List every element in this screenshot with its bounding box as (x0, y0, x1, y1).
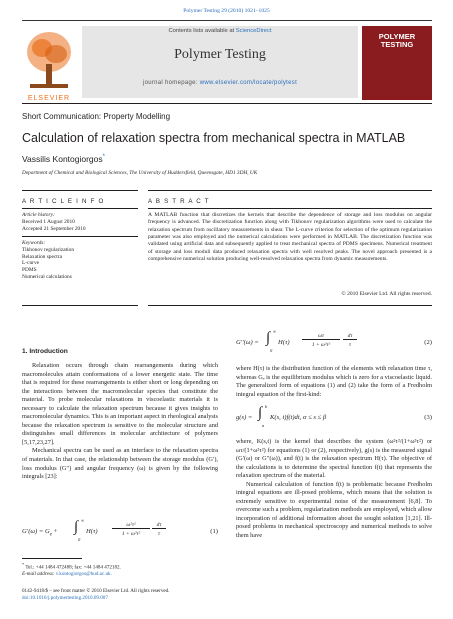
integral-sign: ∫ (74, 519, 79, 535)
paragraph: Relaxation occurs through chain rearrangements during which macromolecules attain conformations of a lower energetic state. The time that is required for these rearrangements is either short or long depending on the interactions between the macromolecular species that constitute the material. To probe molecular relaxations in viscoelastic materials it is necessary to calculate the relaxation spectrum because it gives insights to macromolecular dynamics. This is an important aspect in rheological analysis because the relaxation spectrum is sensitive to the molecular structure and distinguishes small differences in molecular architecture of polymers [5,17,23,27]. (22, 362, 218, 446)
equation-2 (236, 329, 432, 358)
footnote-email-label: E-mail address: (22, 571, 56, 578)
abstract-bottom-rule (148, 305, 432, 306)
eq2-lhs: G′′(ω) = (236, 339, 259, 346)
paragraph: Numerical calculation of function f(t) is problematic because Fredholm integral equations are ill-posed problems, which means that the solution is extremely sensitive to experimental noise of the measurement [6,8]. To overcome such a problem, regularization methods are employed, which allow incorporation of additional information about the sought solution [1,21]. Ill-posed problems in mechanical spectroscopy and numerical methods to solve them have (236, 480, 432, 540)
footnote (22, 562, 218, 578)
eq1-plus: + (52, 528, 58, 535)
eq1-lower-limit: 0 (78, 537, 81, 542)
homepage-prefix: journal homepage: (142, 80, 200, 86)
paragraph: where H(τ) is the distribution function of the elements with relaxation time τ, whereas Gₑ is the equilibrium modulus which is zero for a viscoelastic liquid. The generalized form of equations (1) and (2) take the form of a Fredholm integral equation of the first-kind: (236, 365, 432, 398)
keywords-label: Keywords: (22, 240, 46, 246)
publisher-wordmark: ELSEVIER (27, 95, 71, 102)
received-date: Received 1 August 2010 (22, 218, 75, 225)
article-title: Calculation of relaxation spectra from mechanical spectra in MATLAB (22, 131, 406, 145)
contents-prefix: Contents lists available at (168, 28, 236, 34)
keyword: Relaxation spectra (22, 253, 62, 260)
footnote-phone: Tel.: +44 1484 472488; fax: +44 1484 472182. (25, 564, 121, 571)
eq1-dtau: dτ (152, 522, 166, 529)
sciencedirect-link[interactable]: ScienceDirect (235, 28, 272, 34)
right-paragraph-3 (236, 365, 432, 399)
eq2-tau: τ (349, 342, 351, 348)
equation-1 (22, 518, 218, 547)
publication-info (22, 588, 282, 601)
journal-title: Polymer Testing (174, 47, 266, 62)
section-heading-introduction: 1. Introduction (22, 348, 68, 355)
eq3-lhs: g(s) = (236, 414, 253, 421)
equation-number: (1) (210, 528, 218, 535)
info-heading-rule (22, 208, 138, 209)
cover-title-line-2: TESTING (380, 40, 414, 49)
eq1-lhs: G′(ω) = G (22, 528, 50, 535)
author-footnote-mark[interactable]: * (102, 154, 105, 161)
homepage-link[interactable]: www.elsevier.com/locate/polytest (199, 80, 298, 86)
eq3-lower-limit: a (262, 423, 265, 428)
cover-title (362, 33, 432, 49)
journal-reference[interactable]: Polymer Testing 29 (2010) 1021–1025 (183, 8, 270, 14)
abstract-copyright: © 2010 Elsevier Ltd. All rights reserved. (341, 291, 432, 297)
keyword: L-curve (22, 260, 40, 267)
keywords-block (22, 240, 138, 281)
history-label: Article history: (22, 212, 55, 218)
contents-line (82, 28, 358, 34)
info-mid-rule (22, 236, 138, 237)
cover-title-line-1: POLYMER (378, 32, 416, 41)
article-info-heading: A R T I C L E I N F O (22, 198, 105, 205)
journal-homepage (82, 80, 358, 86)
eq3-upper-limit: b (265, 404, 268, 409)
eq2-upper-limit: ∞ (273, 329, 277, 334)
abstract-text: A MATLAB function that discretizes the kernels that describe the dependence of storage and loss modulus on angular frequency is advanced. The discretization function along with Tikhonov regularization algorithms were used to calculate the relaxation spectrum from oscillatory measurements in shear. The L-curve criterion for selection of the optimum regularization parameter was also employed and the numerical calculations were performed in MATLAB. The discretization function was validated using artificial data and subsequently applied to treat mechanical spectra of PDMS specimens. Numerical treatment of storage and loss moduli data produced relaxation spectra with well resolved peaks. The novel approach presented is a comprehensive numerical solution producing well-resolved relaxation spectra from dynamic measurements. (148, 212, 432, 263)
left-column (22, 362, 218, 482)
right-column-text (236, 438, 432, 541)
integral-sign: ∫ (258, 405, 263, 421)
info-top-rule (22, 190, 138, 191)
keyword: PDMS (22, 267, 37, 274)
accepted-date: Accepted 21 September 2010 (22, 225, 86, 232)
abstract-heading: A B S T R A C T (148, 198, 210, 205)
author-line (22, 154, 105, 164)
eq2-denominator: 1 + ω²τ² (311, 342, 331, 348)
eq1-numerator: ω²τ² (112, 522, 150, 529)
paragraph: Mechanical spectra can be used as an interface to the relaxation spectra of materials. In that case, the relationship between the storage modulus (G′), loss modulus (G′′) and angular frequency (ω) is given by the following integrals [23]: (22, 447, 218, 481)
paragraph: where, K(s,t) is the kernel that describes the system (ω²τ²/(1+ω²τ²) or ωτ/(1+ω²τ²) for equations (1) or (2), respectively), g(s) is the measured signal (G′(ω) or G′′(ω)), and f(t) is the relaxation spectrum H(τ). The objective of the calculations is to determine the spectral function f(t) that represents the relaxation spectrum of the material. (236, 438, 432, 480)
eq2-dtau: dτ (343, 333, 357, 340)
equation-3 (236, 404, 432, 432)
doi-link[interactable]: doi:10.1016/j.polymertesting.2010.09.007 (22, 594, 108, 601)
integral-sign: ∫ (266, 330, 271, 346)
eq1-denominator: 1 + ω²τ² (121, 531, 141, 537)
keyword: Numerical calculations (22, 273, 72, 280)
eq1-sub: e (49, 532, 52, 538)
equation-number: (2) (424, 339, 432, 346)
eq2-H: H(τ) (278, 339, 290, 346)
eq1-H: H(τ) (86, 528, 98, 535)
eq2-numerator: ωτ (302, 333, 340, 340)
eq1-tau: τ (158, 531, 160, 537)
author-name[interactable]: Vassilis Kontogiorgos (22, 154, 103, 164)
equation-number: (3) (424, 414, 432, 421)
article-history (22, 212, 138, 232)
article-type: Short Communication: Property Modelling (22, 112, 171, 121)
eq1-upper-limit: ∞ (81, 518, 85, 523)
elsevier-tree-logo (22, 26, 76, 94)
issn-line: 0142-9418/$ – see front matter © 2010 Elsevier Ltd. All rights reserved. (22, 588, 170, 594)
abstract-top-rule (148, 190, 432, 191)
footnote-email[interactable]: v.kontogiorgos@hud.ac.uk. (55, 571, 112, 578)
footnote-mark: * (22, 562, 25, 567)
footnote-rule (22, 558, 82, 559)
info-bottom-rule (22, 305, 138, 306)
affiliation: Department of Chemical and Biological Sciences, The University of Huddersfield, Queensgate, HD1 3DH, UK (22, 170, 258, 176)
keyword: Tikhonov regularization (22, 246, 75, 253)
abstract-heading-rule (148, 208, 432, 209)
masthead-rule (22, 103, 432, 104)
eq3-body: K(s, t)f(t)dt, α ≤ s ≤ β (270, 414, 327, 421)
eq2-lower-limit: 0 (270, 348, 273, 353)
